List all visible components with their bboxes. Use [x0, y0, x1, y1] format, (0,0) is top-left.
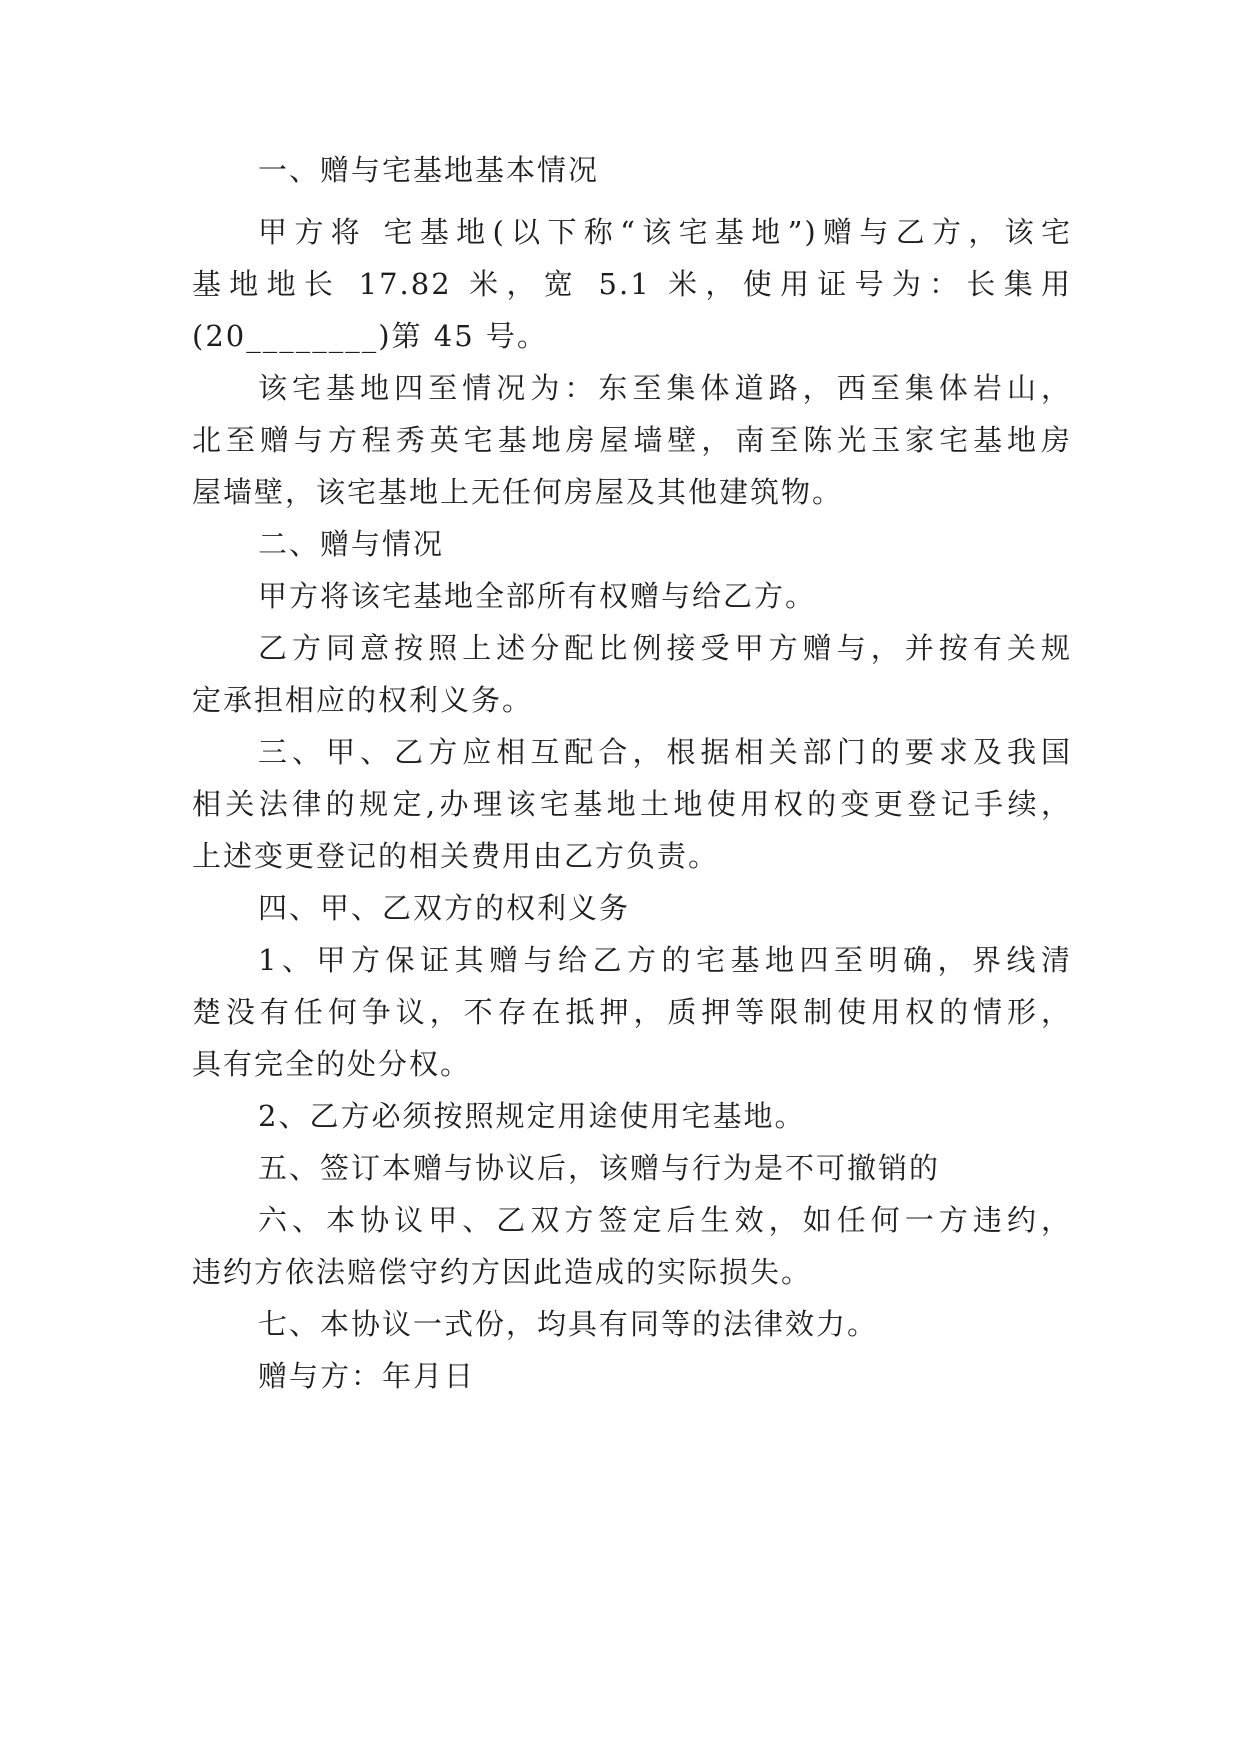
paragraph-line: 违约方依法赔偿守约方因此造成的实际损失。 [192, 1255, 813, 1289]
section-heading-2: 二、赠与情况 [258, 527, 445, 561]
paragraph-line: 具有完全的处分权。 [192, 1047, 472, 1081]
section-heading-1: 一、赠与宅基地基本情况 [258, 153, 600, 187]
section-heading-4: 四、甲、乙双方的权利义务 [258, 891, 631, 925]
section-heading-6: 六、本协议甲、乙双方签定后生效，如任何一方违约， [258, 1203, 1072, 1237]
paragraph-line: 相关法律的规定,办理该宅基地土地使用权的变更登记手续， [192, 787, 1072, 821]
paragraph-line: 屋墙壁，该宅基地上无任何房屋及其他建筑物。 [192, 475, 844, 509]
paragraph-line: (20________)第 45 号。 [192, 319, 548, 353]
paragraph-line: 甲方将该宅基地全部所有权赠与给乙方。 [258, 579, 817, 613]
paragraph-line: 基地地长 17.82 米，宽 5.1 米，使用证号为：长集用 [192, 267, 1072, 301]
list-item: 2、乙方必须按照规定用途使用宅基地。 [258, 1099, 806, 1133]
section-heading-3: 三、甲、乙方应相互配合，根据相关部门的要求及我国 [258, 735, 1072, 769]
paragraph-line: 乙方同意按照上述分配比例接受甲方赠与，并按有关规 [258, 631, 1072, 665]
paragraph-line: 甲方将 宅基地(以下称“该宅基地”)赠与乙方，该宅 [258, 215, 1072, 249]
section-heading-7: 七、本协议一式份，均具有同等的法律效力。 [258, 1307, 879, 1341]
paragraph-line: 定承担相应的权利义务。 [192, 683, 534, 717]
signature-line: 赠与方：年月日 [258, 1359, 476, 1393]
paragraph-line: 楚没有任何争议，不存在抵押，质押等限制使用权的情形， [192, 995, 1072, 1029]
paragraph-line: 北至赠与方程秀英宅基地房屋墙壁，南至陈光玉家宅基地房 [192, 423, 1072, 457]
paragraph-line: 该宅基地四至情况为：东至集体道路，西至集体岩山， [258, 371, 1072, 405]
paragraph-line: 上述变更登记的相关费用由乙方负责。 [192, 839, 720, 873]
list-item: 1、甲方保证其赠与给乙方的宅基地四至明确，界线清 [258, 943, 1072, 977]
section-heading-5: 五、签订本赠与协议后，该赠与行为是不可撤销的 [258, 1151, 941, 1185]
